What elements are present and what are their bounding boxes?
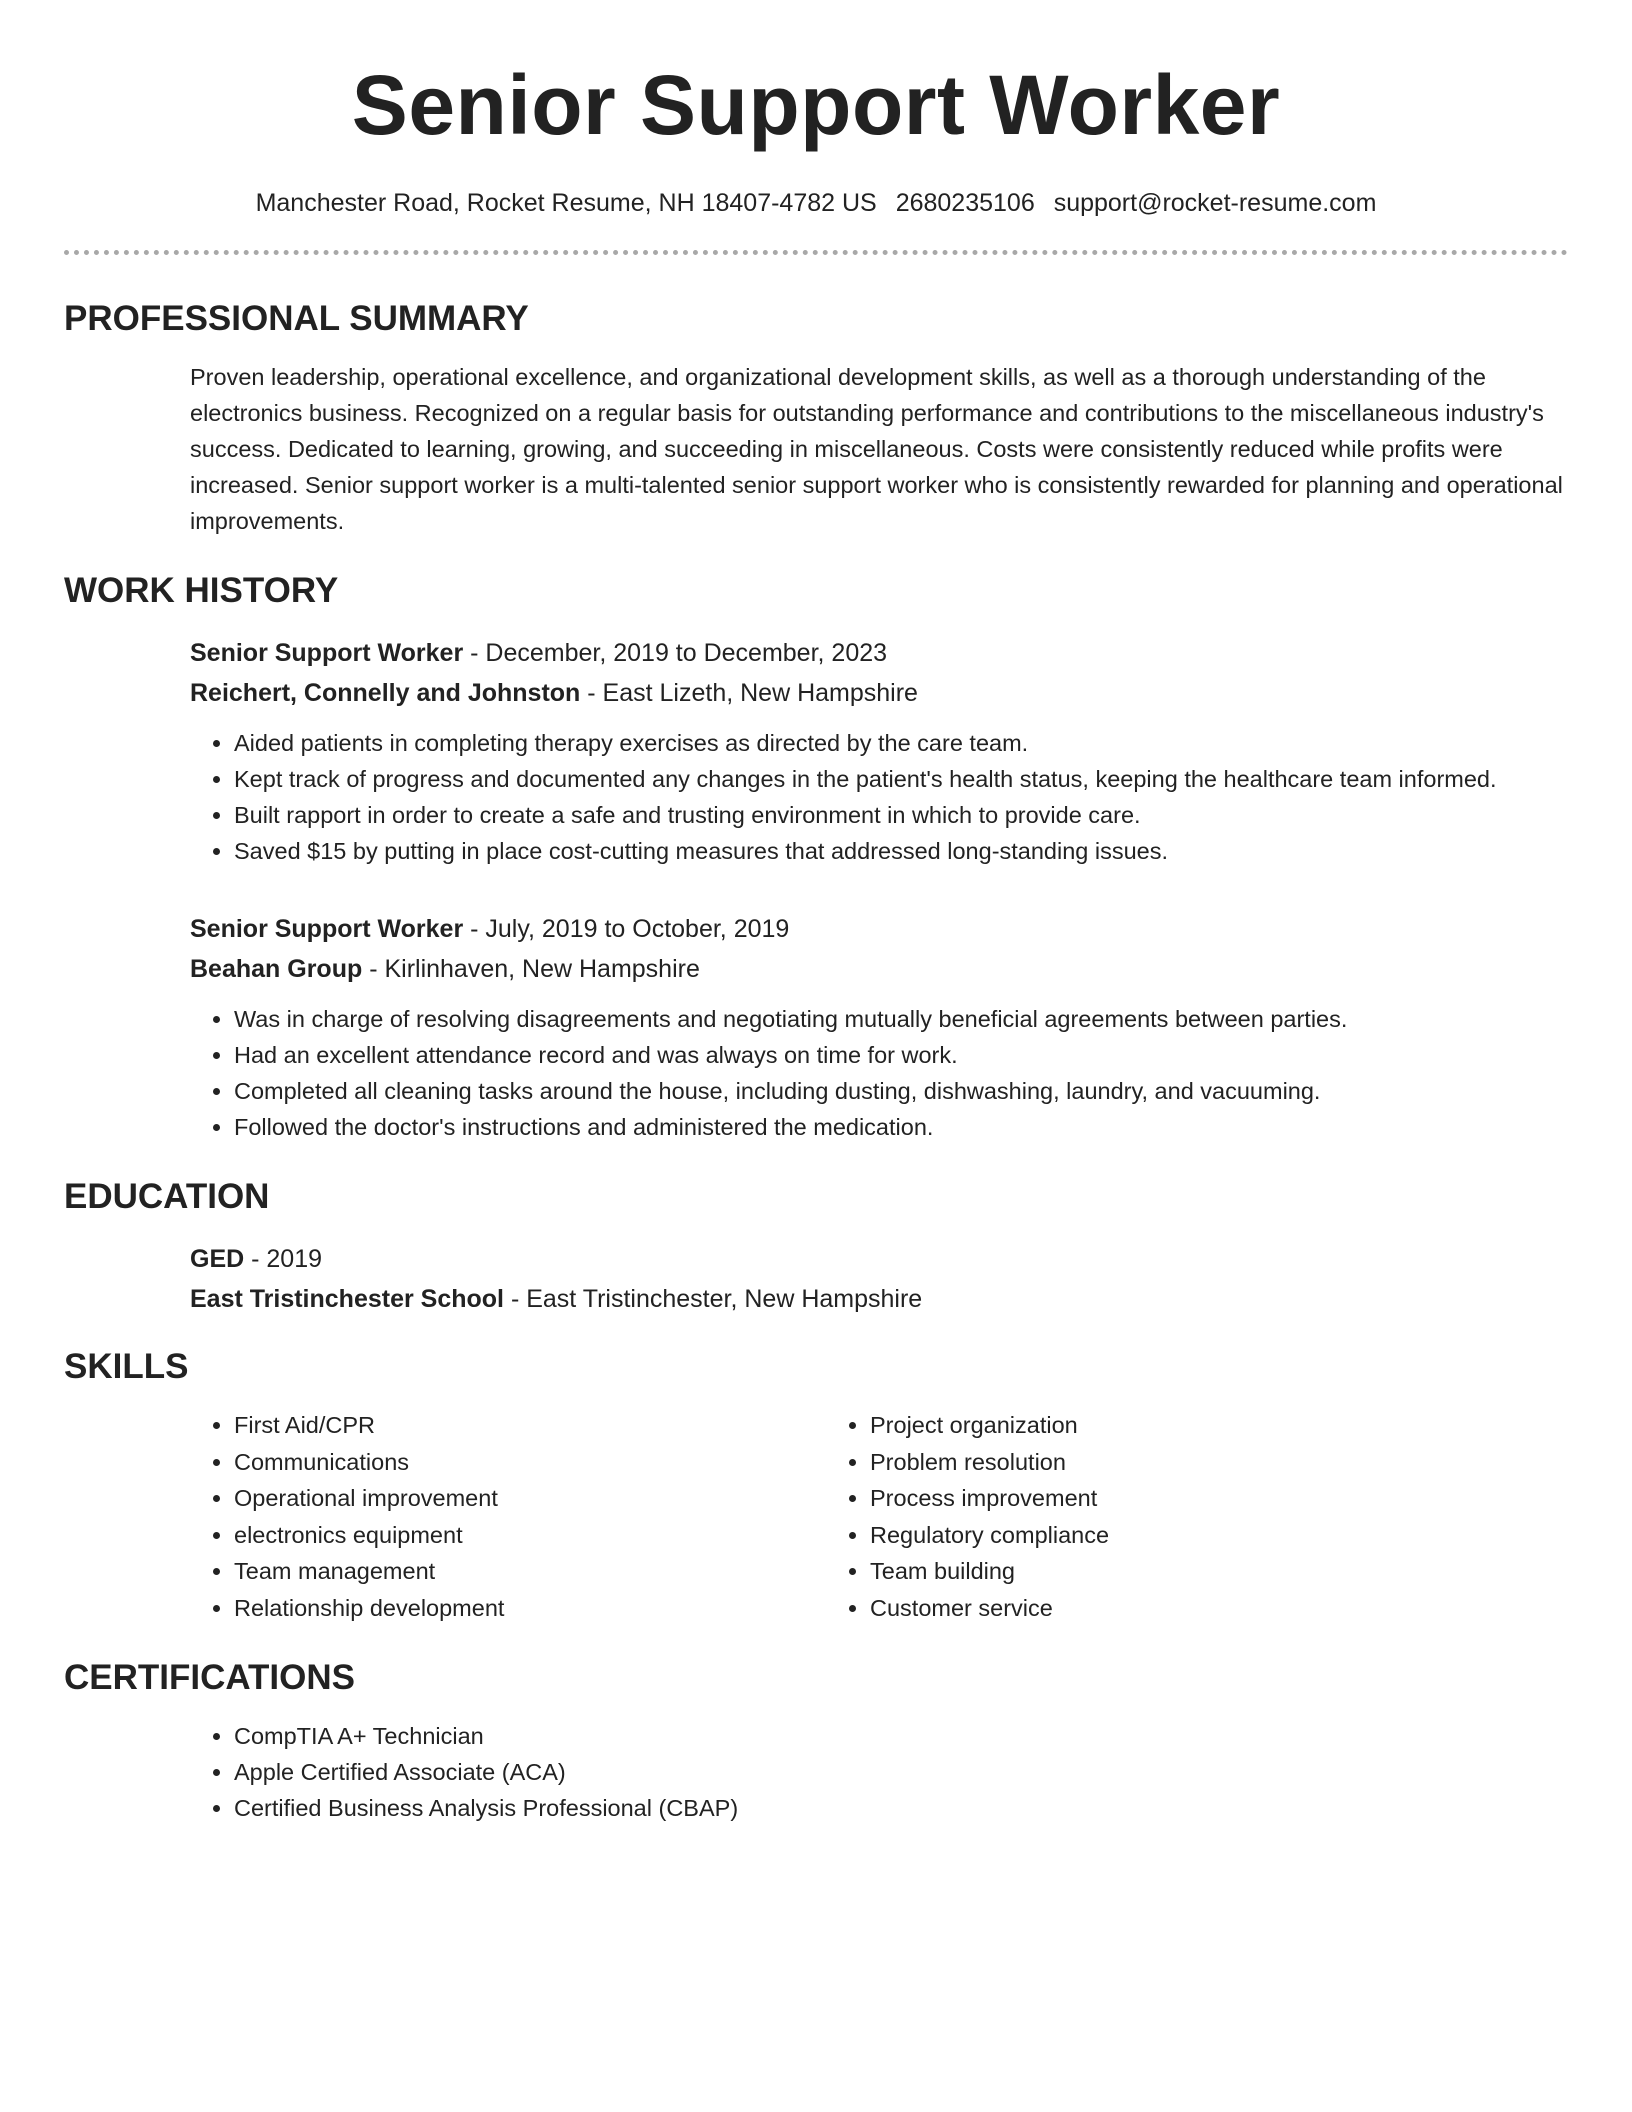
resume-name: Senior Support Worker xyxy=(351,58,1281,152)
job-role: Senior Support Worker xyxy=(190,915,464,943)
skill-item: • Customer service xyxy=(870,1590,1109,1627)
certification-item: • Certified Business Analysis Professional (CBAP) xyxy=(234,1790,1568,1826)
job-dates: - July, 2019 to October, 2019 xyxy=(463,915,790,943)
job-role-line xyxy=(190,909,1568,949)
education-location: - East Tristinchester, New Hampshire xyxy=(504,1285,923,1313)
section-title-summary: PROFESSIONAL SUMMARY xyxy=(64,299,529,338)
job-bullet: • Followed the doctor's instructions and administered the medication. xyxy=(234,1109,1568,1145)
skill-item: • Relationship development xyxy=(234,1590,826,1627)
job-company-line xyxy=(190,949,1568,989)
job-entry xyxy=(190,909,1568,1145)
contact-phone: 2680235106 xyxy=(895,189,1035,217)
certification-item: • Apple Certified Associate (ACA) xyxy=(234,1754,1568,1790)
contact-line xyxy=(64,186,1568,220)
skill-item: • Team management xyxy=(234,1553,826,1590)
skills-column-left xyxy=(190,1407,826,1626)
skill-item: • Communications xyxy=(234,1444,826,1481)
skill-item: • Regulatory compliance xyxy=(870,1517,1109,1554)
skill-item: • First Aid/CPR xyxy=(234,1407,826,1444)
header-divider xyxy=(64,250,1568,255)
certification-item: • CompTIA A+ Technician xyxy=(234,1718,1568,1754)
job-dates: - December, 2019 to December, 2023 xyxy=(463,639,888,667)
section-title-education: EDUCATION xyxy=(64,1177,270,1216)
skills-column-right xyxy=(826,1407,1109,1626)
job-bullets xyxy=(190,725,1568,869)
job-bullet: • Kept track of progress and documented any changes in the patient's health status, keeping the healthcare team informed. xyxy=(234,761,1568,797)
job-bullet: • Aided patients in completing therapy exercises as directed by the care team. xyxy=(234,725,1568,761)
certifications-list xyxy=(190,1718,1568,1826)
job-entry xyxy=(190,633,1568,869)
job-location: - Kirlinhaven, New Hampshire xyxy=(362,955,700,983)
job-bullet: • Had an excellent attendance record and was always on time for work. xyxy=(234,1037,1568,1073)
job-bullet: • Built rapport in order to create a safe and trusting environment in which to provide care. xyxy=(234,797,1568,833)
job-bullet: • Saved $15 by putting in place cost-cutting measures that addressed long-standing issues. xyxy=(234,833,1568,869)
education-school-line xyxy=(190,1279,1568,1319)
skill-item: • Operational improvement xyxy=(234,1480,826,1517)
skill-item: • Problem resolution xyxy=(870,1444,1109,1481)
job-role-line xyxy=(190,633,1568,673)
education-degree: GED xyxy=(190,1245,245,1273)
section-title-certifications: CERTIFICATIONS xyxy=(64,1658,356,1697)
section-title-work-history: WORK HISTORY xyxy=(64,571,339,610)
job-role: Senior Support Worker xyxy=(190,639,464,667)
education-degree-line xyxy=(190,1239,1568,1279)
summary-text: Proven leadership, operational excellence, and organizational development skills, as well as a thorough understanding of the electronics business. Recognized on a regular basis for outstanding performance and contributions to the miscellaneous industry's success. Dedicated to learning, growing, and succeeding in miscellaneous. Costs were consistently reduced while profits were increased. Senior support worker is a multi-talented senior support worker who is consistently rewarded for planning and operational improvements. xyxy=(190,364,1563,534)
education-entry xyxy=(190,1239,1568,1319)
education-year: - 2019 xyxy=(244,1245,323,1273)
skill-item: • Project organization xyxy=(870,1407,1109,1444)
job-company-line xyxy=(190,673,1568,713)
job-bullets xyxy=(190,1001,1568,1145)
section-title-skills: SKILLS xyxy=(64,1347,189,1386)
skill-item: • Team building xyxy=(870,1553,1109,1590)
job-company: Beahan Group xyxy=(190,955,363,983)
skill-item: • Process improvement xyxy=(870,1480,1109,1517)
contact-address: Manchester Road, Rocket Resume, NH 18407-4782 US xyxy=(255,189,877,217)
contact-email: support@rocket-resume.com xyxy=(1053,189,1377,217)
job-bullet: • Completed all cleaning tasks around the house, including dusting, dishwashing, laundry, and vacuuming. xyxy=(234,1073,1568,1109)
job-bullet: • Was in charge of resolving disagreements and negotiating mutually beneficial agreements between parties. xyxy=(234,1001,1568,1037)
education-school: East Tristinchester School xyxy=(190,1285,504,1313)
certifications-list-wrap xyxy=(190,1718,1568,1826)
job-company: Reichert, Connelly and Johnston xyxy=(190,679,581,707)
skills-grid xyxy=(190,1407,1568,1626)
skill-item: • electronics equipment xyxy=(234,1517,826,1554)
job-location: - East Lizeth, New Hampshire xyxy=(580,679,918,707)
